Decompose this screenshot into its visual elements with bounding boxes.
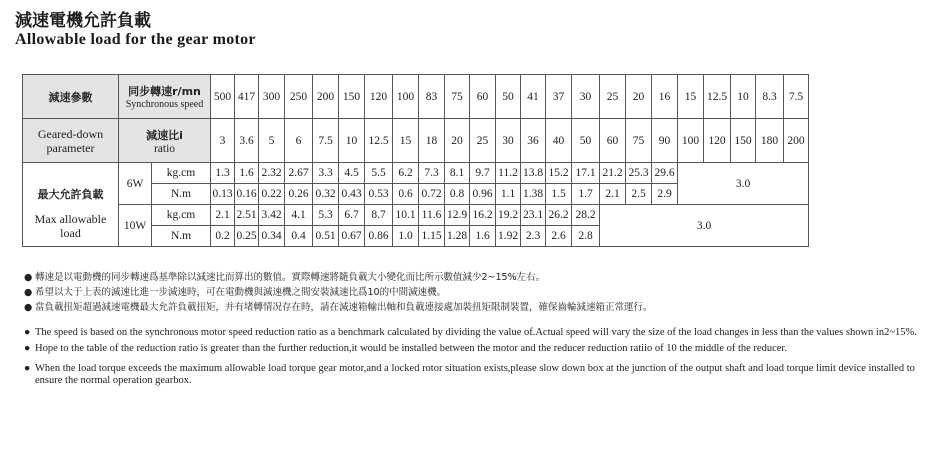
torque-nm-cell: 1.28 [445, 226, 470, 247]
torque-nm-cell: 1.15 [419, 226, 445, 247]
speed-cell: 37 [546, 75, 572, 119]
torque-nm-cell: 0.32 [313, 184, 339, 205]
torque-nm-cell: 1.92 [496, 226, 521, 247]
torque-nm-cell: 0.53 [365, 184, 393, 205]
torque-kgcm-cell: 19.2 [496, 205, 521, 226]
note-cn-2: ● 希望以大于上表的減速比進一步減速時，可在電動機與減速機之間安裝減速比爲10的中間減速機。 [24, 287, 447, 298]
torque-kgcm-cell: 12.9 [445, 205, 470, 226]
torque-kgcm-cell: 11.6 [419, 205, 445, 226]
torque-nm-cell: 0.51 [313, 226, 339, 247]
ratio-cell: 7.5 [313, 119, 339, 163]
torque-nm-cell: 0.96 [470, 184, 496, 205]
torque-kgcm-cell: 6.7 [339, 205, 365, 226]
ratio-cell: 120 [704, 119, 731, 163]
speed-cell: 60 [470, 75, 496, 119]
speed-cell: 417 [235, 75, 259, 119]
ratio-cell: 5 [259, 119, 285, 163]
torque-nm-cell: 2.8 [572, 226, 600, 247]
unit-nm: N.m [152, 184, 211, 205]
ratio-cell: 40 [546, 119, 572, 163]
torque-kgcm-cell: 10.1 [393, 205, 419, 226]
speed-cell: 25 [600, 75, 626, 119]
ratio-cell: 12.5 [365, 119, 393, 163]
torque-kgcm-cell: 23.1 [521, 205, 546, 226]
torque-nm-cell: 0.16 [235, 184, 259, 205]
speed-cell: 20 [626, 75, 652, 119]
torque-kgcm-cell: 11.2 [496, 163, 521, 184]
torque-kgcm-cell: 25.3 [626, 163, 652, 184]
torque-kgcm-cell: 21.2 [600, 163, 626, 184]
max-load-label-top [23, 163, 119, 184]
torque-nm-cell: 0.2 [211, 226, 235, 247]
torque-kgcm-cell: 26.2 [546, 205, 572, 226]
torque-nm-cell: 1.0 [393, 226, 419, 247]
torque-kgcm-cell: 8.7 [365, 205, 393, 226]
torque-nm-cell: 0.8 [445, 184, 470, 205]
torque-nm-cell: 1.38 [521, 184, 546, 205]
torque-nm-cell: 0.4 [285, 226, 313, 247]
ratio-cell: 75 [626, 119, 652, 163]
speed-cell: 150 [339, 75, 365, 119]
torque-nm-cell: 1.6 [470, 226, 496, 247]
ratio-cell: 150 [731, 119, 756, 163]
max-load-label-en-2: load [23, 226, 119, 247]
torque-kgcm-cell: 2.51 [235, 205, 259, 226]
torque-nm-cell: 0.13 [211, 184, 235, 205]
torque-kgcm-cell: 4.5 [339, 163, 365, 184]
torque-nm-cell: 0.34 [259, 226, 285, 247]
unit-kgcm: kg.cm [152, 205, 211, 226]
page-title-english: Allowable load for the gear motor [15, 31, 256, 48]
torque-kgcm-cell: 28.2 [572, 205, 600, 226]
speed-cell: 75 [445, 75, 470, 119]
ratio-cell: 6 [285, 119, 313, 163]
ratio-cell: 60 [600, 119, 626, 163]
note-en-1: ● The speed is based on the synchronous motor speed reduction ratio as a benchmark calculated by dividing the value of.Actual speed will vary the size of the load changes in less than the values shown in2~15%. [24, 327, 917, 338]
reduction-param-label-cn: 減速參數 [23, 75, 119, 119]
speed-cell: 100 [393, 75, 419, 119]
torque-nm-cell: 1.7 [572, 184, 600, 205]
note-en-2: ● Hope to the table of the reduction ratio is greater than the further reduction,it would be installed between the motor and the reducer reduction ratiio of 10 the middle of the reducer. [24, 343, 787, 354]
speed-cell: 16 [652, 75, 678, 119]
torque-nm-cell: 1.5 [546, 184, 572, 205]
torque-kgcm-cell: 7.3 [419, 163, 445, 184]
note-cn-1: ● 轉速是以電動機的同步轉速爲基準除以減速比而算出的數值。實際轉速將隨負載大小變化而比所示數值減少2~15%左右。 [24, 272, 546, 283]
speed-cell: 120 [365, 75, 393, 119]
torque-kgcm-cell: 2.1 [211, 205, 235, 226]
ratio-cell: 3.6 [235, 119, 259, 163]
ratio-cell: 50 [572, 119, 600, 163]
speed-cell: 250 [285, 75, 313, 119]
speed-cell: 15 [678, 75, 704, 119]
torque-kgcm-cell: 1.3 [211, 163, 235, 184]
ratio-cell: 30 [496, 119, 521, 163]
reduction-param-label-en: Geared-down parameter [23, 119, 119, 163]
torque-nm-cell: 0.43 [339, 184, 365, 205]
torque-nm-cell: 1.1 [496, 184, 521, 205]
motor-power-6w: 6W [119, 163, 152, 205]
torque-nm-cell: 2.3 [521, 226, 546, 247]
torque-nm-cell: 0.67 [339, 226, 365, 247]
ratio-cell: 200 [784, 119, 809, 163]
torque-nm-cell: 0.86 [365, 226, 393, 247]
ratio-cell: 3 [211, 119, 235, 163]
allowable-load-table [22, 74, 809, 247]
speed-cell: 200 [313, 75, 339, 119]
ratio-cell: 25 [470, 119, 496, 163]
motor-power-10w: 10W [119, 205, 152, 247]
speed-cell: 7.5 [784, 75, 809, 119]
torque-nm-cell: 0.25 [235, 226, 259, 247]
speed-cell: 50 [496, 75, 521, 119]
note-en-3: ● When the load torque exceeds the maximum allowable load torque gear motor,and a locked rotor situation exists,please slow down box at the junction of the output shaft and load torque limit device installed to ensure the normal operation gearbox. [24, 363, 915, 386]
torque-nm-cell: 0.72 [419, 184, 445, 205]
torque-kgcm-cell: 3.3 [313, 163, 339, 184]
torque-kgcm-cell: 16.2 [470, 205, 496, 226]
torque-kgcm-cell: 5.3 [313, 205, 339, 226]
torque-nm-cell: 0.26 [285, 184, 313, 205]
torque-nm-cell: 2.5 [626, 184, 652, 205]
torque-kgcm-cell: 5.5 [365, 163, 393, 184]
torque-nm-cell: 2.6 [546, 226, 572, 247]
notes-section [24, 272, 929, 391]
torque-kgcm-cell: 9.7 [470, 163, 496, 184]
sync-speed-header: 同步轉速r/mn Synchronous speed [119, 75, 211, 119]
torque-kgcm-cell: 29.6 [652, 163, 678, 184]
ratio-cell: 36 [521, 119, 546, 163]
speed-cell: 300 [259, 75, 285, 119]
torque-kgcm-cell: 3.42 [259, 205, 285, 226]
ratio-cell: 180 [756, 119, 784, 163]
torque-kgcm-cell: 2.67 [285, 163, 313, 184]
torque-kgcm-cell: 6.2 [393, 163, 419, 184]
speed-cell: 12.5 [704, 75, 731, 119]
max-load-label-cn: 最大允許負載 [23, 184, 119, 205]
speed-cell: 83 [419, 75, 445, 119]
torque-kgcm-cell: 13.8 [521, 163, 546, 184]
torque-kgcm-cell: 1.6 [235, 163, 259, 184]
torque-kgcm-cell: 15.2 [546, 163, 572, 184]
ratio-cell: 10 [339, 119, 365, 163]
torque-cap-cell: 3.0 [678, 163, 809, 205]
speed-cell: 500 [211, 75, 235, 119]
ratio-cell: 20 [445, 119, 470, 163]
torque-kgcm-cell: 17.1 [572, 163, 600, 184]
ratio-cell: 15 [393, 119, 419, 163]
speed-cell: 10 [731, 75, 756, 119]
unit-kgcm: kg.cm [152, 163, 211, 184]
unit-nm: N.m [152, 226, 211, 247]
torque-nm-cell: 0.6 [393, 184, 419, 205]
torque-nm-cell: 0.22 [259, 184, 285, 205]
ratio-cell: 100 [678, 119, 704, 163]
torque-kgcm-cell: 8.1 [445, 163, 470, 184]
page-title-chinese: 減速電機允許負載 [15, 11, 151, 31]
torque-cap-cell: 3.0 [600, 205, 809, 247]
torque-nm-cell: 2.9 [652, 184, 678, 205]
note-cn-3: ● 當負載扭矩超過減速電機最大允許負載扭矩，并有堵轉情况存在時，請在減速箱輸出軸和負載連接處加裝扭矩限制裝置，確保齒輪減速箱正常運行。 [24, 302, 653, 313]
torque-kgcm-cell: 2.32 [259, 163, 285, 184]
ratio-header: 減速比i ratio [119, 119, 211, 163]
speed-cell: 8.3 [756, 75, 784, 119]
speed-cell: 41 [521, 75, 546, 119]
ratio-cell: 90 [652, 119, 678, 163]
speed-cell: 30 [572, 75, 600, 119]
torque-nm-cell: 2.1 [600, 184, 626, 205]
torque-kgcm-cell: 4.1 [285, 205, 313, 226]
max-load-label-en: Max allowable [23, 205, 119, 226]
ratio-cell: 18 [419, 119, 445, 163]
